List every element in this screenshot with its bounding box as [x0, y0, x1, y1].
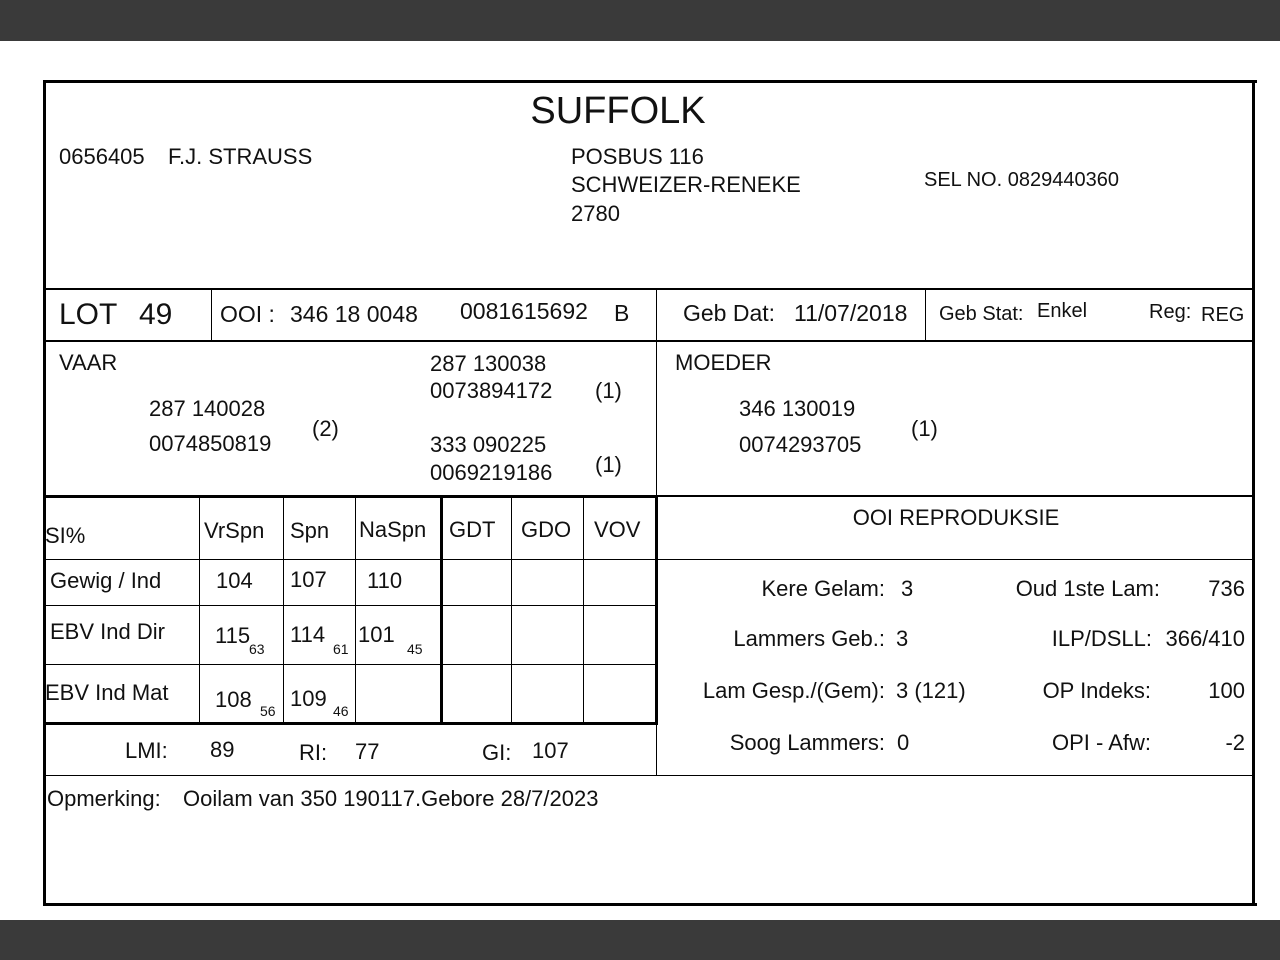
registration-value: REG — [1201, 304, 1245, 326]
divider-pedigree-right — [657, 495, 1255, 497]
v-grid-4 — [440, 495, 443, 725]
row-weight-spn: 107 — [290, 567, 327, 592]
birth-date: 11/07/2018 — [794, 300, 908, 326]
sire-label: VAAR — [59, 350, 118, 375]
divider-lot — [43, 340, 1255, 342]
birth-status-label: Geb Stat: — [939, 303, 1024, 325]
ri-value: 77 — [355, 739, 380, 764]
opi-value: -2 — [1225, 730, 1245, 755]
lot-label: LOT — [59, 298, 118, 331]
divider-remark — [43, 775, 1255, 776]
remark-text: Ooilam van 350 190117.Gebore 28/7/2023 — [183, 786, 599, 811]
lammers-label: Lammers Geb.: — [733, 626, 885, 651]
grid-row-3 — [43, 664, 657, 665]
repro-title-line — [657, 559, 1255, 560]
oud-value: 736 — [1208, 576, 1245, 601]
sire-rank: (2) — [312, 416, 339, 441]
top-bar — [0, 0, 1280, 41]
row-weight-vrspn: 104 — [216, 568, 253, 593]
divider-header — [43, 288, 1255, 290]
address-line3: 2780 — [571, 201, 620, 226]
header-si: SI% — [45, 523, 86, 548]
breeder-name: F.J. STRAUSS — [168, 144, 313, 169]
kere-value: 3 — [901, 576, 914, 601]
gesp-label: Lam Gesp./(Gem): — [702, 678, 885, 703]
grid-bottom — [43, 722, 657, 725]
lot-number: 49 — [139, 298, 173, 331]
breeder-number: 0656405 — [59, 144, 145, 169]
ewe-id: 346 18 0048 — [290, 301, 418, 327]
header-gdo: GDO — [521, 517, 572, 542]
row-ebv-dir-vrspn-acc: 63 — [249, 641, 265, 657]
sire-dam-id: 333 090225 — [430, 432, 547, 457]
ewe-code: 0081615692 — [460, 298, 588, 324]
dam-label: MOEDER — [675, 350, 772, 375]
birth-status: Enkel — [1037, 300, 1088, 322]
reproduction-title: OOI REPRODUKSIE — [852, 505, 1060, 530]
row-ebv-dir-spn-acc: 61 — [333, 641, 349, 657]
birth-date-label: Geb Dat: — [683, 300, 776, 326]
oud-label: Oud 1ste Lam: — [1015, 576, 1160, 601]
v-grid-1 — [199, 497, 200, 723]
v-grid-5 — [511, 497, 512, 723]
row-ebv-mat-label: EBV Ind Mat — [45, 680, 169, 705]
grid-row-1 — [43, 559, 657, 560]
soog-label: Soog Lammers: — [729, 730, 885, 755]
row-weight-label: Gewig / Ind — [50, 568, 162, 593]
border-top — [43, 80, 1257, 83]
sire-sire-rank: (1) — [595, 378, 622, 403]
address-line1: POSBUS 116 — [571, 144, 704, 169]
row-ebv-mat-vrspn: 108 — [215, 687, 252, 712]
row-ebv-dir-spn: 114 — [290, 622, 326, 647]
sire-id: 287 140028 — [149, 396, 266, 421]
border-right — [1252, 80, 1255, 906]
v-grid-2 — [283, 497, 284, 723]
row-ebv-mat-vrspn-acc: 56 — [260, 703, 276, 719]
row-ebv-dir-naspn: 101 — [358, 622, 395, 647]
row-ebv-mat-spn-acc: 46 — [333, 703, 349, 719]
bottom-bar — [0, 920, 1280, 960]
op-value: 100 — [1208, 678, 1245, 703]
opi-label: OPI - Afw: — [1051, 730, 1151, 755]
op-label: OP Indeks: — [1042, 678, 1151, 703]
ilp-label: ILP/DSLL: — [1051, 626, 1152, 651]
lot-card — [43, 80, 1257, 906]
sire-sire-id: 287 130038 — [430, 351, 547, 376]
remark-label: Opmerking: — [47, 786, 161, 811]
row-ebv-dir-label: EBV Ind Dir — [50, 619, 165, 644]
ewe-grade: B — [614, 300, 630, 326]
header-naspn: NaSpn — [359, 517, 427, 542]
gesp-value: 3 (121) — [896, 678, 966, 703]
breed-title: SUFFOLK — [530, 90, 706, 132]
row-weight-naspn: 110 — [367, 568, 403, 593]
phone-number: SEL NO. 0829440360 — [924, 169, 1119, 191]
v-lot — [211, 290, 212, 342]
soog-value: 0 — [897, 730, 910, 755]
sire-dam-code: 0069219186 — [430, 460, 553, 485]
header-vov: VOV — [594, 517, 641, 542]
sire-sire-code: 0073894172 — [430, 378, 553, 403]
lmi-label: LMI: — [125, 738, 168, 763]
sire-code: 0074850819 — [149, 431, 272, 456]
grid-row-2 — [43, 605, 657, 606]
dam-code: 0074293705 — [739, 432, 862, 457]
lmi-value: 89 — [210, 737, 235, 762]
header-vrspn: VrSpn — [204, 518, 265, 543]
ilp-value: 366/410 — [1165, 626, 1245, 651]
row-ebv-dir-vrspn: 115 — [215, 623, 251, 648]
ewe-label: OOI : — [220, 301, 275, 327]
gi-label: GI: — [482, 740, 512, 765]
v-stat — [925, 290, 926, 342]
v-grid-6 — [583, 497, 584, 723]
address-line2: SCHWEIZER-RENEKE — [571, 172, 801, 197]
dam-rank: (1) — [911, 416, 938, 441]
header-spn: Spn — [290, 518, 330, 543]
registration-label: Reg: — [1149, 301, 1192, 323]
row-ebv-dir-naspn-acc: 45 — [407, 641, 423, 657]
header-gdt: GDT — [449, 517, 496, 542]
gi-value: 107 — [532, 738, 569, 763]
border-left — [43, 80, 46, 906]
row-ebv-mat-spn: 109 — [290, 686, 327, 711]
lammers-value: 3 — [896, 626, 909, 651]
v-grid-3 — [355, 497, 356, 723]
ri-label: RI: — [299, 740, 328, 765]
sire-dam-rank: (1) — [595, 452, 622, 477]
kere-label: Kere Gelam: — [761, 576, 885, 601]
divider-pedigree-left — [43, 495, 657, 498]
border-bottom — [43, 903, 1257, 906]
dam-id: 346 130019 — [739, 396, 856, 421]
